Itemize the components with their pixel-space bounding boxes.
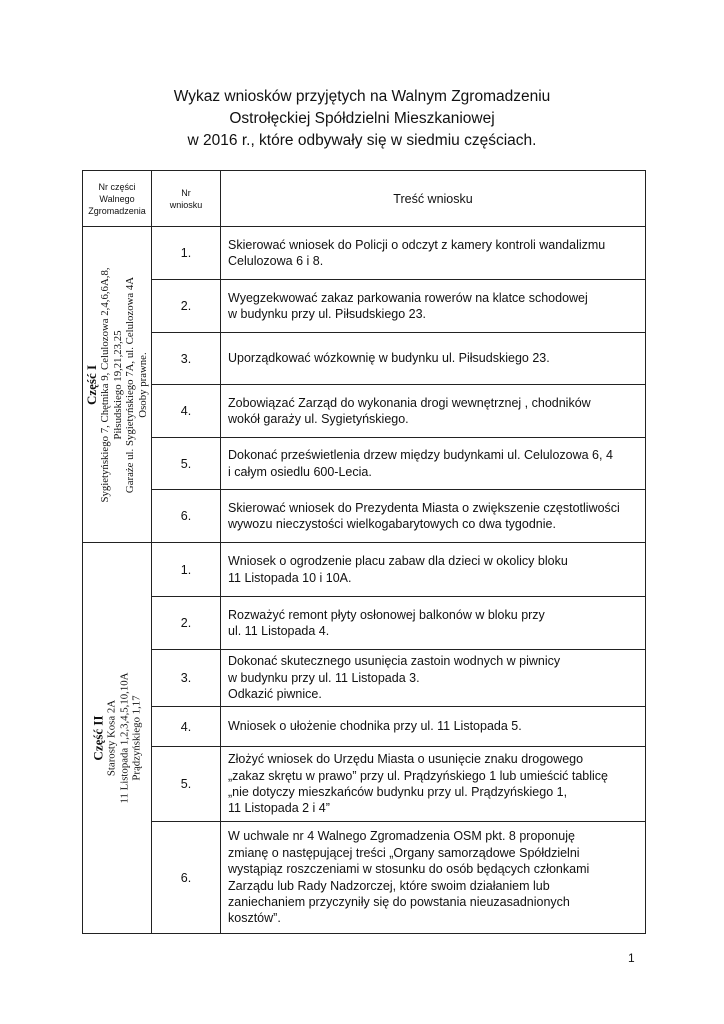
motion-number: 2. xyxy=(152,280,221,333)
motion-text xyxy=(221,650,646,707)
motion-text-line: Zobowiązać Zarząd do wykonania drogi wewnętrznej , chodników xyxy=(228,395,591,410)
table-row xyxy=(83,650,646,707)
motion-text xyxy=(221,822,646,934)
header-part-line: Nr części xyxy=(98,181,136,192)
motion-number: 5. xyxy=(152,747,221,822)
motion-text xyxy=(221,747,646,822)
motion-text-line: ul. 11 Listopada 4. xyxy=(228,624,330,638)
motion-text-line: Uporządkować wózkownię w budynku ul. Piłsudskiego 23. xyxy=(228,351,550,366)
table-row xyxy=(83,707,646,747)
motion-text xyxy=(221,707,646,747)
motion-text-line: 11 Listopada 2 i 4” xyxy=(228,801,330,816)
motion-number: 6. xyxy=(152,490,221,543)
motion-text-line: Wyegzekwować zakaz parkowania rowerów na klatce schodowej xyxy=(228,290,588,305)
table-row xyxy=(83,490,646,543)
part-2-label xyxy=(91,673,143,804)
motion-text-line: zmianę o następującej treści „Organy samorządowe Spółdzielni xyxy=(228,845,580,860)
page-number: 1 xyxy=(628,951,635,965)
header-content: Treść wniosku xyxy=(221,171,646,227)
part-2-address: 11 Listopada 1,2,3,4,5,10,10A xyxy=(117,672,130,804)
motion-text-line: Skierować wniosek do Policji o odczyt z kamery kontroli wandalizmu xyxy=(228,237,606,252)
header-number-line: Nr xyxy=(181,187,191,198)
part-1-address: Piłsudskiego 19,21,23,25 xyxy=(111,329,124,440)
motion-text-line: „zakaz skrętu w prawo” przy ul. Prądzyńskiego 1 lub umieścić tablicę xyxy=(228,768,609,783)
part-1-label xyxy=(85,267,149,502)
motion-number: 1. xyxy=(152,543,221,597)
motion-text xyxy=(221,490,646,543)
table-row xyxy=(83,385,646,438)
motion-text xyxy=(221,438,646,490)
motion-number: 5. xyxy=(152,438,221,490)
table-row xyxy=(83,227,646,280)
motion-text xyxy=(221,280,646,333)
header-number xyxy=(152,171,221,227)
motion-text-line: W uchwale nr 4 Walnego Zgromadzenia OSM pkt. 8 proponuję xyxy=(228,829,575,844)
motion-number: 6. xyxy=(152,822,221,934)
table-header-row xyxy=(83,171,646,227)
table-row xyxy=(83,438,646,490)
motion-text-line: w budynku przy ul. 11 Listopada 3. xyxy=(228,670,420,685)
title-line-1: Wykaz wniosków przyjętych na Walnym Zgromadzeniu xyxy=(173,88,551,105)
motion-text-line: Odkazić piwnice. xyxy=(228,687,322,702)
motion-text-line: w budynku przy ul. Piłsudskiego 23. xyxy=(228,307,427,321)
motion-text-line: Celulozowa 6 i 8. xyxy=(228,254,324,268)
part-2-cell xyxy=(83,543,152,934)
document-title xyxy=(0,86,724,152)
part-2-title: Część II xyxy=(90,715,106,761)
motion-number: 4. xyxy=(152,707,221,747)
motion-text-line: wokół garaży ul. Sygietyńskiego. xyxy=(228,412,409,426)
motion-text xyxy=(221,543,646,597)
motion-text-line: Zarządu lub Rady Nadzorczej, które swoim działaniem lub xyxy=(228,878,550,893)
part-1-address: Osoby prawne. xyxy=(136,351,149,418)
motion-text xyxy=(221,333,646,385)
table-row xyxy=(83,747,646,822)
motion-text-line: 11 Listopada 10 i 10A. xyxy=(228,570,352,585)
table-row xyxy=(83,597,646,650)
motion-number: 2. xyxy=(152,597,221,650)
part-1-address: Sygietyńskiego 7, Chętnika 9, Celulozowa 2,4,6,6A,8, xyxy=(99,266,111,503)
motion-text-line: Dokonać skutecznego usunięcia zastoin wodnych w piwnicy xyxy=(228,654,561,669)
motion-text-line: Wniosek o ułożenie chodnika przy ul. 11 Listopada 5. xyxy=(228,719,522,734)
motion-text-line: Złożyć wniosek do Urzędu Miasta o usunięcie znaku drogowego xyxy=(228,752,584,767)
motion-text-line: „nie dotyczy mieszkańców budynku przy ul. Prądzyńskiego 1, xyxy=(228,785,568,799)
table-row xyxy=(83,333,646,385)
motion-text-line: Rozważyć remont płyty osłonowej balkonów w bloku przy xyxy=(228,607,545,622)
part-2-address: Starosty Kosa 2A xyxy=(105,699,118,777)
table-row xyxy=(83,822,646,934)
motion-text xyxy=(221,597,646,650)
motion-text xyxy=(221,385,646,438)
header-part-line: Walnego xyxy=(99,193,135,204)
header-number-line: wniosku xyxy=(169,199,203,210)
header-part-line: Zgromadzenia xyxy=(88,205,146,216)
motion-text-line: Skierować wniosek do Prezydenta Miasta o zwiększenie częstotliwości xyxy=(228,500,620,515)
motion-text-line: Dokonać prześwietlenia drzew między budynkami ul. Celulozowa 6, 4 xyxy=(228,448,613,463)
motion-text-line: kosztów”. xyxy=(228,911,281,926)
table-row xyxy=(83,543,646,597)
motion-number: 4. xyxy=(152,385,221,438)
title-line-2: Ostrołęckiej Spółdzielni Mieszkaniowej xyxy=(229,110,495,127)
table-row xyxy=(83,280,646,333)
motion-number: 1. xyxy=(152,227,221,280)
part-1-address: Garaże ul. Sygietyńskiego 7A, ul. Celulozowa 4A xyxy=(124,276,136,493)
motion-text-line: Wniosek o ogrodzenie placu zabaw dla dzieci w okolicy bloku xyxy=(228,554,568,569)
part-1-title: Część I xyxy=(84,364,99,405)
motion-text-line: wystąpiąz roszczeniami w stosunku do osób będących członkami xyxy=(228,862,590,877)
motion-text-line: i całym osiedlu 600-Lecia. xyxy=(228,464,372,479)
motion-number: 3. xyxy=(152,650,221,707)
motion-number: 3. xyxy=(152,333,221,385)
title-line-3: w 2016 r., które odbywały się w siedmiu częściach. xyxy=(187,132,537,149)
header-part xyxy=(83,171,152,227)
motion-text xyxy=(221,227,646,280)
part-1-cell xyxy=(83,227,152,543)
motion-text-line: zaniechaniem przyczyniły się do powstania nieuzasadnionych xyxy=(228,894,570,909)
part-2-address: Prądzyńskiego 1,17 xyxy=(130,695,143,781)
motions-table xyxy=(82,170,646,934)
motion-text-line: wywozu nieczystości wielkogabarytowych co dwa tygodnie. xyxy=(228,517,556,531)
